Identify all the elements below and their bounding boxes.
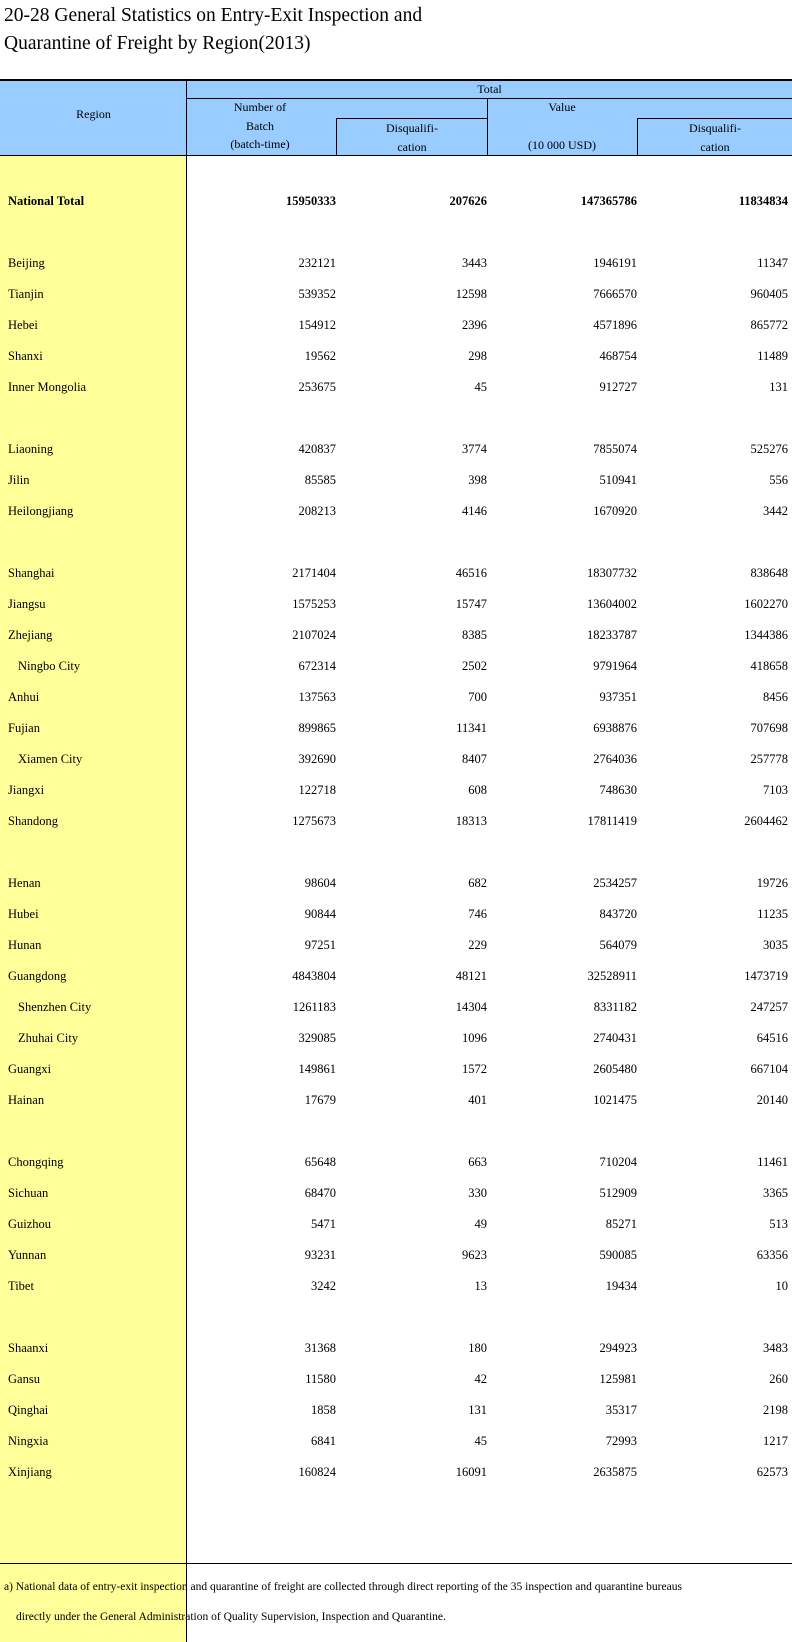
batch-disqualification-cell: 48121 xyxy=(455,969,487,983)
value-disqualification-cell: 11461 xyxy=(757,1155,788,1169)
value-cell: 125981 xyxy=(599,1372,637,1386)
value-cell: 35317 xyxy=(605,1403,637,1417)
region-cell: Qinghai xyxy=(8,1403,49,1417)
table-row xyxy=(0,433,792,465)
batch-disqualification-cell: 229 xyxy=(468,938,487,952)
batch-disqualification-cell: 9623 xyxy=(462,1248,487,1262)
batch-cell: 6841 xyxy=(311,1434,336,1448)
value-cell: 2605480 xyxy=(593,1062,637,1076)
value-disqualification-cell: 525276 xyxy=(750,442,788,456)
value-cell: 32528911 xyxy=(587,969,637,983)
table-row xyxy=(0,1239,792,1271)
table-row xyxy=(0,247,792,279)
batch-disqualification-cell: 15747 xyxy=(455,597,487,611)
table-row xyxy=(0,1425,792,1457)
batch-cell: 672314 xyxy=(298,659,336,673)
batch-cell: 97251 xyxy=(304,938,336,952)
value-cell: 1021475 xyxy=(593,1093,637,1107)
value-disqualification-cell: 247257 xyxy=(750,1000,788,1014)
table-row xyxy=(0,929,792,961)
table-row xyxy=(0,805,792,837)
batch-disqualification-cell: 42 xyxy=(474,1372,487,1386)
value-disqualification-cell: 63356 xyxy=(756,1248,788,1262)
table-body xyxy=(0,156,792,1642)
batch-disqualification-cell: 401 xyxy=(468,1093,487,1107)
region-cell: Henan xyxy=(8,876,41,890)
value-disqualification-cell: 62573 xyxy=(756,1465,788,1479)
value-cell: 9791964 xyxy=(593,659,637,673)
batch-disqualification-cell: 11341 xyxy=(456,721,487,735)
region-cell: National Total xyxy=(8,194,85,208)
batch-disqualification-cell: 12598 xyxy=(455,287,487,301)
value-disqualification-cell: 3442 xyxy=(763,504,788,518)
batch-cell: 1261183 xyxy=(292,1000,336,1014)
table-row xyxy=(0,1456,792,1488)
table-row xyxy=(0,960,792,992)
header-batch-disqualification xyxy=(337,119,487,157)
batch-disqualification-cell: 180 xyxy=(468,1341,487,1355)
value-disqualification-cell: 667104 xyxy=(750,1062,788,1076)
value-disqualification-cell: 707698 xyxy=(750,721,788,735)
batch-cell: 2171404 xyxy=(292,566,336,580)
value-disqualification-cell: 418658 xyxy=(750,659,788,673)
batch-disqualification-cell: 18313 xyxy=(455,814,487,828)
header-region: Region xyxy=(76,107,111,121)
table-row xyxy=(0,309,792,341)
batch-disqualification-cell: 682 xyxy=(468,876,487,890)
page-title xyxy=(4,2,422,58)
batch-disqualification-cell: 46516 xyxy=(455,566,487,580)
batch-disqualification-cell: 746 xyxy=(468,907,487,921)
batch-disqualification-cell: 45 xyxy=(474,1434,487,1448)
value-cell: 1946191 xyxy=(593,256,637,270)
table-row xyxy=(0,1084,792,1116)
table-row xyxy=(0,1332,792,1364)
header-disq-line: cation xyxy=(700,140,730,154)
region-cell: Hainan xyxy=(8,1093,45,1107)
batch-cell: 3242 xyxy=(311,1279,336,1293)
batch-cell: 899865 xyxy=(298,721,336,735)
batch-cell: 65648 xyxy=(304,1155,336,1169)
batch-disqualification-cell: 8385 xyxy=(462,628,487,642)
value-cell: 1670920 xyxy=(593,504,637,518)
batch-cell: 17679 xyxy=(304,1093,336,1107)
region-cell: Ningxia xyxy=(8,1434,49,1448)
value-disqualification-cell: 865772 xyxy=(750,318,788,332)
region-cell: Beijing xyxy=(8,256,45,270)
value-cell: 512909 xyxy=(599,1186,637,1200)
value-cell: 17811419 xyxy=(587,814,637,828)
batch-cell: 1275673 xyxy=(292,814,336,828)
batch-disqualification-cell: 13 xyxy=(474,1279,487,1293)
value-cell: 18233787 xyxy=(587,628,637,642)
batch-disqualification-cell: 2502 xyxy=(462,659,487,673)
header-disq-line: Disqualifi- xyxy=(386,121,438,135)
title-line-2: Quarantine of Freight by Region(2013) xyxy=(4,33,311,54)
value-disqualification-cell: 3365 xyxy=(763,1186,788,1200)
batch-disqualification-cell: 4146 xyxy=(462,504,487,518)
table-row xyxy=(0,371,792,403)
batch-disqualification-cell: 700 xyxy=(468,690,487,704)
region-cell: Yunnan xyxy=(8,1248,47,1262)
value-cell: 72993 xyxy=(605,1434,637,1448)
table-row xyxy=(0,1363,792,1395)
value-disqualification-cell: 10 xyxy=(775,1279,788,1293)
batch-cell: 137563 xyxy=(298,690,336,704)
batch-cell: 68470 xyxy=(304,1186,336,1200)
value-cell: 843720 xyxy=(599,907,637,921)
value-cell: 85271 xyxy=(605,1217,637,1231)
value-cell: 590085 xyxy=(599,1248,637,1262)
batch-disqualification-cell: 398 xyxy=(468,473,487,487)
batch-cell: 93231 xyxy=(304,1248,336,1262)
value-disqualification-cell: 64516 xyxy=(756,1031,788,1045)
table-row xyxy=(0,185,792,217)
batch-cell: 15950333 xyxy=(286,194,336,208)
value-cell: 19434 xyxy=(605,1279,637,1293)
region-cell: Guangxi xyxy=(8,1062,52,1076)
region-cell: Guizhou xyxy=(8,1217,52,1231)
value-disqualification-cell: 1473719 xyxy=(744,969,788,983)
value-disqualification-cell: 3035 xyxy=(763,938,788,952)
batch-cell: 98604 xyxy=(304,876,336,890)
batch-cell: 208213 xyxy=(298,504,336,518)
table-row xyxy=(0,557,792,589)
value-cell: 294923 xyxy=(599,1341,637,1355)
value-cell: 2764036 xyxy=(593,752,637,766)
value-disqualification-cell: 7103 xyxy=(763,783,788,797)
table-row xyxy=(0,464,792,496)
header-batch-line: Batch xyxy=(246,118,274,133)
value-disqualification-cell: 20140 xyxy=(756,1093,788,1107)
header-disq-line: cation xyxy=(397,140,427,154)
value-cell: 2740431 xyxy=(593,1031,637,1045)
region-cell: Heilongjiang xyxy=(8,504,74,518)
region-cell: Tianjin xyxy=(8,287,44,301)
batch-cell: 1858 xyxy=(311,1403,336,1417)
table-row xyxy=(0,1053,792,1085)
batch-cell: 31368 xyxy=(304,1341,336,1355)
value-cell: 564079 xyxy=(599,938,637,952)
batch-disqualification-cell: 131 xyxy=(468,1403,487,1417)
batch-cell: 392690 xyxy=(298,752,336,766)
table-bottom-rule xyxy=(0,1563,792,1564)
region-cell: Ningbo City xyxy=(18,659,81,673)
value-cell: 18307732 xyxy=(587,566,637,580)
footnote xyxy=(4,1572,790,1632)
value-disqualification-cell: 11347 xyxy=(757,256,788,270)
value-disqualification-cell: 11489 xyxy=(757,349,788,363)
batch-disqualification-cell: 1096 xyxy=(462,1031,487,1045)
batch-disqualification-cell: 8407 xyxy=(462,752,487,766)
batch-disqualification-cell: 1572 xyxy=(462,1062,487,1076)
value-disqualification-cell: 1217 xyxy=(763,1434,788,1448)
region-cell: Anhui xyxy=(8,690,40,704)
value-disqualification-cell: 556 xyxy=(769,473,788,487)
table-row xyxy=(0,991,792,1023)
table-row xyxy=(0,495,792,527)
batch-disqualification-cell: 3443 xyxy=(462,256,487,270)
batch-disqualification-cell: 45 xyxy=(474,380,487,394)
region-cell: Shandong xyxy=(8,814,58,828)
region-cell: Fujian xyxy=(8,721,40,735)
region-cell: Xiamen City xyxy=(18,752,83,766)
region-cell: Tibet xyxy=(8,1279,34,1293)
value-disqualification-cell: 19726 xyxy=(756,876,788,890)
batch-cell: 11580 xyxy=(305,1372,336,1386)
value-disqualification-cell: 8456 xyxy=(763,690,788,704)
table-row xyxy=(0,712,792,744)
value-cell: 912727 xyxy=(599,380,637,394)
value-disqualification-cell: 2604462 xyxy=(744,814,788,828)
value-cell: 147365786 xyxy=(580,194,637,208)
table-row xyxy=(0,1177,792,1209)
value-cell: 2635875 xyxy=(593,1465,637,1479)
value-disqualification-cell: 11834834 xyxy=(738,194,788,208)
table-row xyxy=(0,278,792,310)
region-cell: Zhejiang xyxy=(8,628,53,642)
batch-cell: 160824 xyxy=(298,1465,336,1479)
batch-disqualification-cell: 207626 xyxy=(449,194,487,208)
batch-cell: 329085 xyxy=(298,1031,336,1045)
region-cell: Jiangxi xyxy=(8,783,45,797)
value-disqualification-cell: 838648 xyxy=(750,566,788,580)
batch-disqualification-cell: 3774 xyxy=(462,442,487,456)
batch-cell: 253675 xyxy=(298,380,336,394)
value-cell: 6938876 xyxy=(593,721,637,735)
value-cell: 937351 xyxy=(599,690,637,704)
batch-cell: 420837 xyxy=(298,442,336,456)
batch-disqualification-cell: 663 xyxy=(468,1155,487,1169)
region-cell: Shaanxi xyxy=(8,1341,49,1355)
value-disqualification-cell: 11235 xyxy=(757,907,788,921)
header-total: Total xyxy=(477,82,502,96)
batch-cell: 90844 xyxy=(304,907,336,921)
batch-disqualification-cell: 16091 xyxy=(455,1465,487,1479)
region-cell: Inner Mongolia xyxy=(8,380,87,394)
batch-disqualification-cell: 330 xyxy=(468,1186,487,1200)
header-disq-line: Disqualifi- xyxy=(689,121,741,135)
header-batch-line: Number of xyxy=(233,100,287,114)
batch-disqualification-cell: 298 xyxy=(468,349,487,363)
table-row xyxy=(0,743,792,775)
value-cell: 8331182 xyxy=(593,1000,637,1014)
value-disqualification-cell: 513 xyxy=(769,1217,788,1231)
table-row xyxy=(0,1394,792,1426)
value-disqualification-cell: 1344386 xyxy=(744,628,788,642)
region-cell: Zhuhai City xyxy=(18,1031,79,1045)
table-row xyxy=(0,1270,792,1302)
batch-cell: 4843804 xyxy=(292,969,336,983)
header-value: Value xyxy=(548,100,576,114)
table-row xyxy=(0,650,792,682)
batch-cell: 5471 xyxy=(311,1217,336,1231)
value-disqualification-cell: 960405 xyxy=(750,287,788,301)
region-cell: Guangdong xyxy=(8,969,67,983)
batch-cell: 154912 xyxy=(298,318,336,332)
table-row xyxy=(0,588,792,620)
batch-cell: 149861 xyxy=(298,1062,336,1076)
table-row xyxy=(0,1208,792,1240)
batch-cell: 2107024 xyxy=(292,628,336,642)
value-cell: 510941 xyxy=(599,473,637,487)
region-cell: Hunan xyxy=(8,938,42,952)
value-disqualification-cell: 2198 xyxy=(763,1403,788,1417)
table-row xyxy=(0,1022,792,1054)
value-cell: 748630 xyxy=(599,783,637,797)
region-cell: Jilin xyxy=(8,473,30,487)
value-cell: 2534257 xyxy=(593,876,637,890)
region-cell: Shanghai xyxy=(8,566,55,580)
value-cell: 7855074 xyxy=(593,442,637,456)
batch-disqualification-cell: 608 xyxy=(468,783,487,797)
region-cell: Hebei xyxy=(8,318,38,332)
header-batch-line: (batch-time) xyxy=(230,137,290,151)
batch-cell: 19562 xyxy=(304,349,336,363)
value-cell: 4571896 xyxy=(593,318,637,332)
table-row xyxy=(0,619,792,651)
table-row xyxy=(0,681,792,713)
value-cell: 13604002 xyxy=(587,597,637,611)
region-cell: Liaoning xyxy=(8,442,54,456)
value-disqualification-cell: 257778 xyxy=(750,752,788,766)
region-cell: Shenzhen City xyxy=(18,1000,92,1014)
region-cell: Gansu xyxy=(8,1372,40,1386)
table-row xyxy=(0,1146,792,1178)
table-row xyxy=(0,867,792,899)
value-cell: 468754 xyxy=(599,349,637,363)
batch-cell: 232121 xyxy=(298,256,336,270)
value-disqualification-cell: 260 xyxy=(769,1372,788,1386)
value-cell: 710204 xyxy=(599,1155,637,1169)
value-disqualification-cell: 1602270 xyxy=(744,597,788,611)
footnote-line-1: a) National data of entry-exit inspection and quarantine of freight are collected through direct reporting of the 35 inspection and quarantine bureaus xyxy=(4,1581,682,1593)
footnote-line-2: directly under the General Administration of Quality Supervision, Inspection and Quarantine. xyxy=(16,1611,446,1623)
title-line-1: 20-28 General Statistics on Entry-Exit Inspection and xyxy=(4,5,423,26)
table-row xyxy=(0,774,792,806)
value-disqualification-cell: 131 xyxy=(769,380,788,394)
batch-cell: 85585 xyxy=(304,473,336,487)
batch-disqualification-cell: 2396 xyxy=(462,318,487,332)
region-cell: Shanxi xyxy=(8,349,43,363)
table-row xyxy=(0,340,792,372)
region-cell: Hubei xyxy=(8,907,39,921)
batch-disqualification-cell: 49 xyxy=(474,1217,487,1231)
header-value-unit: (10 000 USD) xyxy=(528,138,596,152)
region-cell: Sichuan xyxy=(8,1186,49,1200)
table-header xyxy=(0,79,792,156)
region-cell: Chongqing xyxy=(8,1155,64,1169)
value-cell: 7666570 xyxy=(593,287,637,301)
region-cell: Jiangsu xyxy=(8,597,46,611)
batch-disqualification-cell: 14304 xyxy=(455,1000,487,1014)
table-row xyxy=(0,898,792,930)
batch-cell: 1575253 xyxy=(292,597,336,611)
batch-cell: 122718 xyxy=(298,783,336,797)
value-disqualification-cell: 3483 xyxy=(763,1341,788,1355)
header-value-disqualification xyxy=(638,119,792,157)
header-batch xyxy=(187,98,333,154)
region-cell: Xinjiang xyxy=(8,1465,52,1479)
batch-cell: 539352 xyxy=(298,287,336,301)
